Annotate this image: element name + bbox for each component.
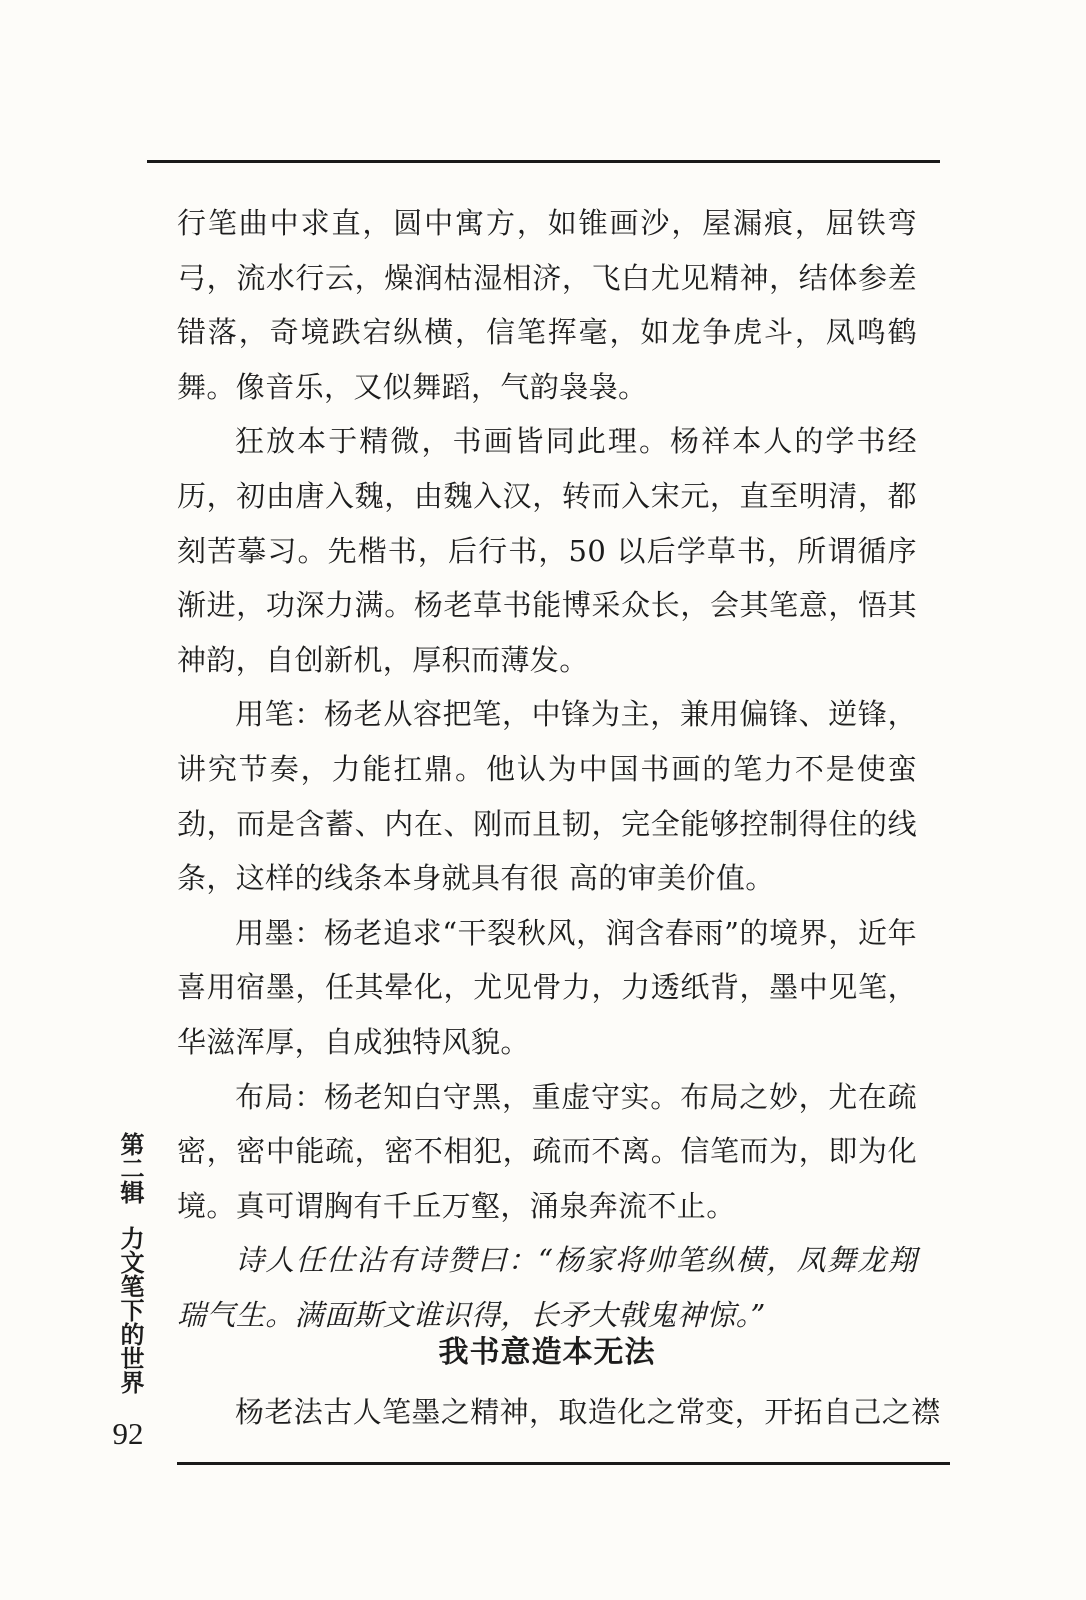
header-rule	[147, 160, 940, 163]
running-side-label	[108, 1132, 142, 1394]
paragraph-3: 用笔：杨老从容把笔，中锋为主，兼用偏锋、逆锋，讲究节奏，力能扛鼎。他认为中国书画的笔力不是使蛮劲，而是含蓄、内在、刚而且韧，完全能够控制得住的线条，这样的线条本身就具有很 高的审美价值。	[177, 697, 917, 896]
paragraph-1: 行笔曲中求直，圆中寓方，如锥画沙，屋漏痕，屈铁弯弓，流水行云，燥润枯湿相济，飞白尤见精神，结体参差错落，奇境跌宕纵横，信笔挥毫，如龙争虎斗，凤鸣鹤舞。像音乐，又似舞蹈，气韵袅袅。	[177, 206, 917, 404]
page-number: 92	[112, 1416, 144, 1451]
volume-label: 第二辑	[116, 1132, 144, 1204]
paragraph-5: 布局：杨老知白守黑，重虚守实。布局之妙，尤在疏密，密中能疏，密不相犯，疏而不离。信笔而为，即为化境。真可谓胸有千丘万壑，涌泉奔流不止。	[177, 1079, 917, 1223]
paragraph-7: 杨老法古人笔墨之精神，取造化之常变，开拓自己之襟	[235, 1395, 941, 1429]
body-text	[177, 196, 917, 1342]
paragraph-6: 诗人任仕沾有诗赞曰：“杨家将帅笔纵横，凤舞龙翔瑞气生。满面斯文谁识得，长矛大戟鬼神惊。”	[177, 1243, 917, 1332]
section-heading: 我书意造本无法	[438, 1335, 656, 1370]
footer-rule	[177, 1462, 950, 1465]
paragraph-4: 用墨：杨老追求“干裂秋风，润含春雨”的境界，近年喜用宿墨，任其晕化，尤见骨力，力透纸背，墨中见笔，华滋浑厚，自成独特风貌。	[177, 915, 917, 1059]
paragraph-2: 狂放本于精微，书画皆同此理。杨祥本人的学书经历，初由唐入魏，由魏入汉，转而入宋元，直至明清，都刻苦摹习。先楷书，后行书，50 以后学草书，所谓循序渐进，功深力满。杨老草书能博采众长，会其笔意，悟其神韵，自创新机，厚积而薄发。	[177, 424, 917, 677]
book-title-label: 力文笔下的世界	[116, 1226, 144, 1394]
